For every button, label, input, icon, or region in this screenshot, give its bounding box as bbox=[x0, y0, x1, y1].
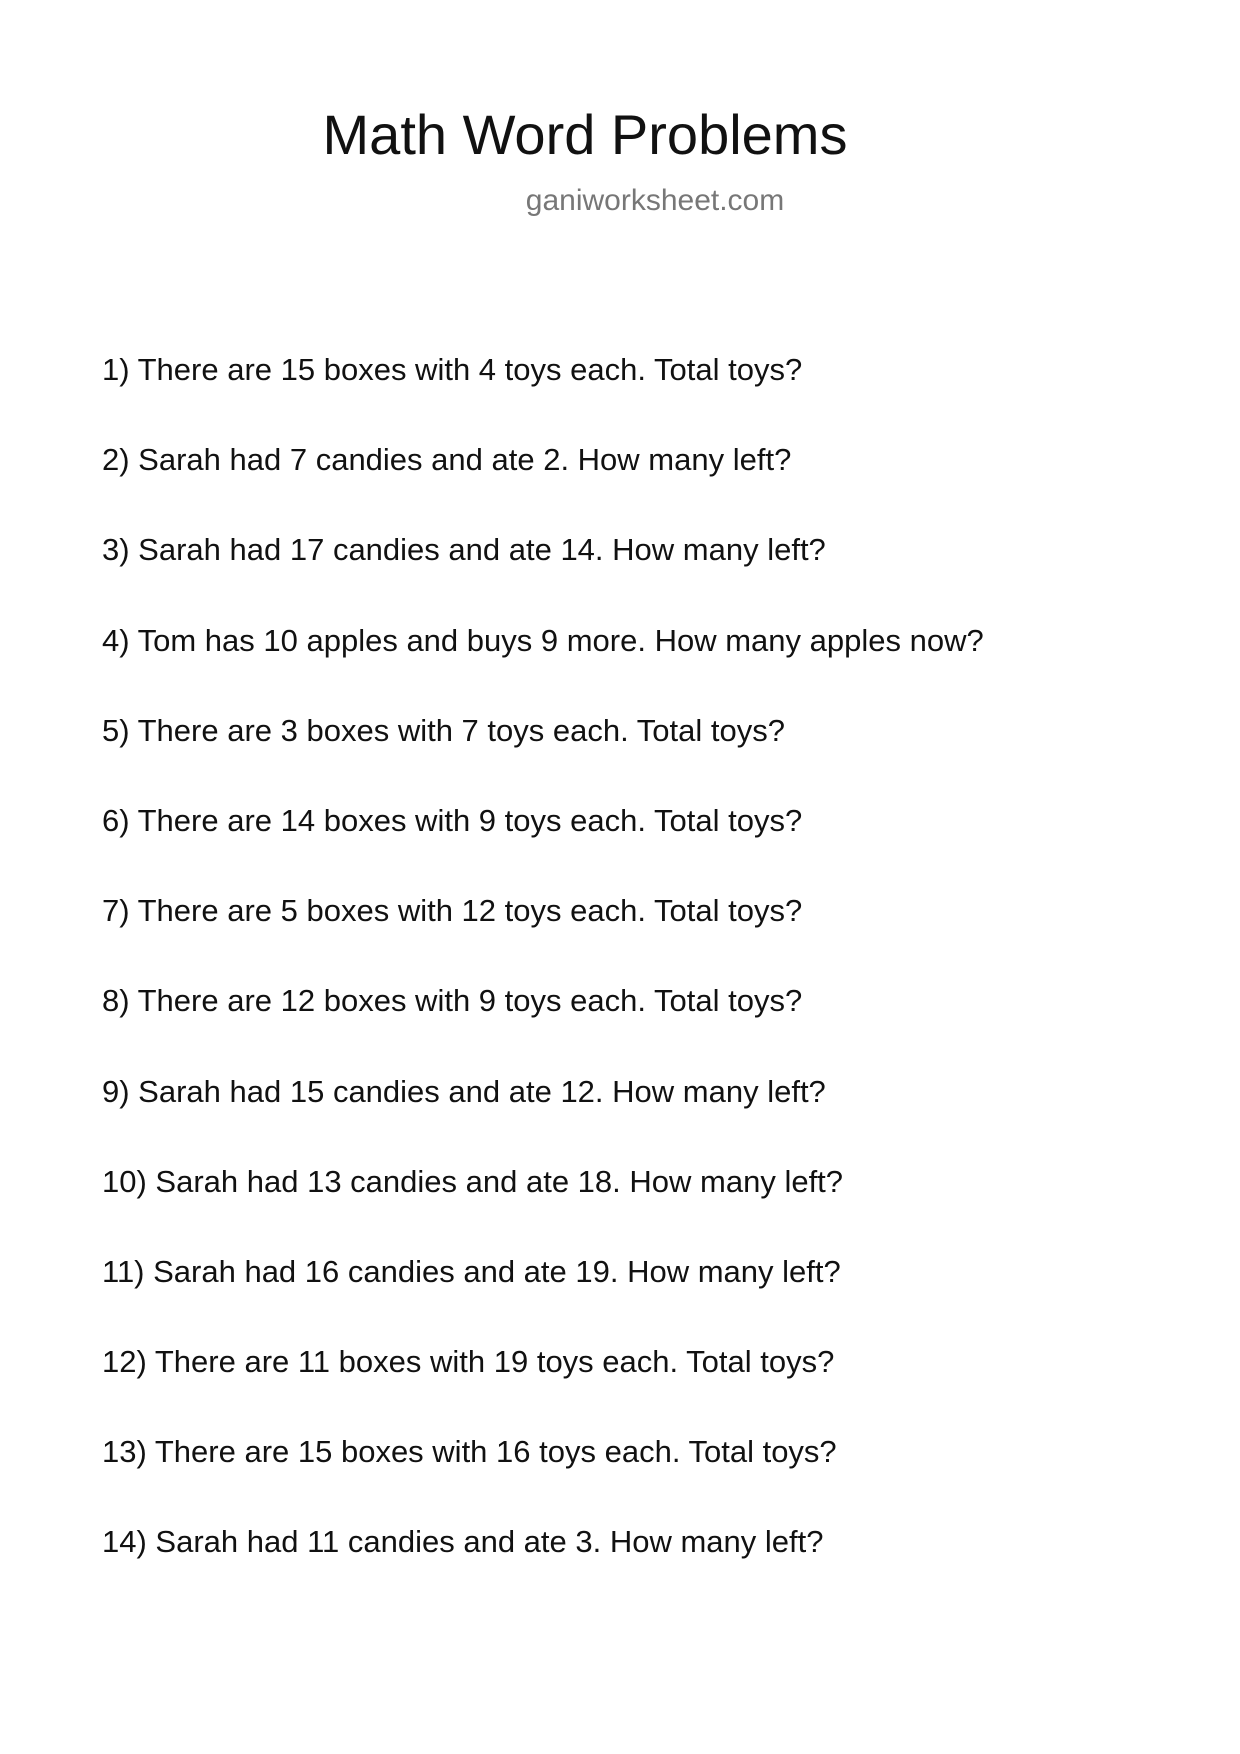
problem-item: 13) There are 15 boxes with 16 toys each. Total toys? bbox=[102, 1434, 837, 1470]
problem-item: 6) There are 14 boxes with 9 toys each. Total toys? bbox=[102, 802, 803, 838]
problem-item: 11) Sarah had 16 candies and ate 19. How many left? bbox=[102, 1253, 841, 1289]
source-website: ganiworksheet.com bbox=[525, 184, 785, 217]
page-title: Math Word Problems bbox=[322, 103, 848, 166]
problem-item: 10) Sarah had 13 candies and ate 18. How many left? bbox=[102, 1163, 844, 1199]
problem-item: 9) Sarah had 15 candies and ate 12. How many left? bbox=[102, 1073, 826, 1109]
problem-item: 8) There are 12 boxes with 9 toys each. Total toys? bbox=[102, 983, 803, 1019]
problem-item: 1) There are 15 boxes with 4 toys each. Total toys? bbox=[102, 352, 803, 387]
problem-item: 3) Sarah had 17 candies and ate 14. How many left? bbox=[102, 532, 826, 568]
problem-item: 4) Tom has 10 apples and buys 9 more. How many apples now? bbox=[102, 622, 984, 658]
problem-item: 14) Sarah had 11 candies and ate 3. How many left? bbox=[102, 1524, 824, 1560]
problem-item: 7) There are 5 boxes with 12 toys each. Total toys? bbox=[102, 893, 803, 929]
problem-item: 12) There are 11 boxes with 19 toys each. Total toys? bbox=[102, 1344, 835, 1380]
problem-list bbox=[102, 348, 984, 1611]
problem-item: 5) There are 3 boxes with 7 toys each. Total toys? bbox=[102, 712, 785, 748]
problem-item: 2) Sarah had 7 candies and ate 2. How many left? bbox=[102, 442, 792, 478]
